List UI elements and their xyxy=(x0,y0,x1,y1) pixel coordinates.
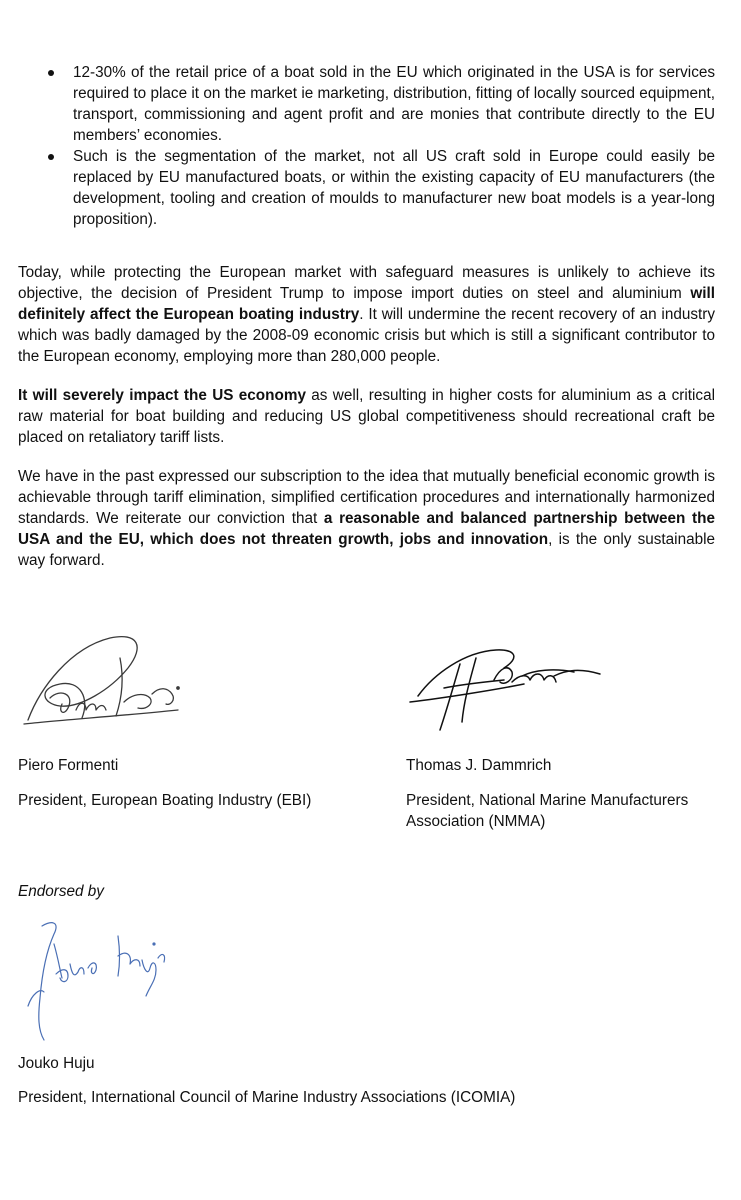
paragraph-us-impact xyxy=(18,385,715,448)
paragraph-steel-duties xyxy=(18,262,715,367)
bullet-item xyxy=(73,62,715,146)
endorsed-by-label: Endorsed by xyxy=(18,883,104,900)
paragraph-text: Today, while protecting the European market with safeguard measures is unlikely to achieve its objective, the decision of President Trump to impose import duties on steel and aluminium xyxy=(18,264,715,302)
paragraph-text: as well, resulting in higher costs for aluminium as a critical raw material for boat building and reducing US global competitiveness should recreational craft be placed on retaliatory tariff lists. xyxy=(18,387,715,446)
signatory-name-dammrich: Thomas J. Dammrich xyxy=(406,757,552,774)
signatory-title-formenti: President, European Boating Industry (EBI) xyxy=(18,792,312,809)
bullet-list xyxy=(0,62,741,230)
bullet-text: Such is the segmentation of the market, not all US craft sold in Europe could easily be replaced by EU manufactured boats, or within the existing capacity of EU manufacturers (the development, tooling and creation of moulds to manufacturer new boat models is a year-long proposition). xyxy=(73,148,715,228)
paragraph-text: , is the only sustainable way forward. xyxy=(18,531,715,569)
paragraph-partnership xyxy=(18,466,715,571)
paragraph-text: . It will undermine the recent recovery of an industry which was badly damaged by the 2008-09 economic crisis but which is still a significant contributor to the European economy, employing more than 280,000 people. xyxy=(18,306,715,365)
signatory-title-dammrich: President, National Marine Manufacturers Association (NMMA) xyxy=(406,792,689,830)
signature-dammrich xyxy=(404,644,614,739)
bullet-text: 12-30% of the retail price of a boat sold in the EU which originated in the USA is for services required to place it on the market ie marketing, distribution, fitting of locally sourced equipment, transport, commissioning and agent profit and are monies that contribute directly to the EU members’ economies. xyxy=(73,64,715,144)
bullet-item xyxy=(73,146,715,230)
signatory-name-huju: Jouko Huju xyxy=(18,1055,95,1072)
paragraph-text: We have in the past expressed our subscription to the idea that mutually beneficial economic growth is achievable through tariff elimination, simplified certification procedures and internationally harmonized standards. We reiterate our conviction that xyxy=(18,468,715,527)
signature-huju xyxy=(22,914,172,1044)
paragraph-bold-text: It will severely impact the US economy xyxy=(18,387,306,404)
paragraph-bold-text: a reasonable and balanced partnership between the USA and the EU, which does not threaten growth, jobs and innovation xyxy=(18,510,715,548)
signatory-name-formenti: Piero Formenti xyxy=(18,757,119,774)
signature-formenti xyxy=(20,628,190,738)
paragraph-bold-text: will definitely affect the European boating industry xyxy=(18,285,715,323)
signatory-title-huju: President, International Council of Marine Industry Associations (ICOMIA) xyxy=(18,1089,516,1106)
